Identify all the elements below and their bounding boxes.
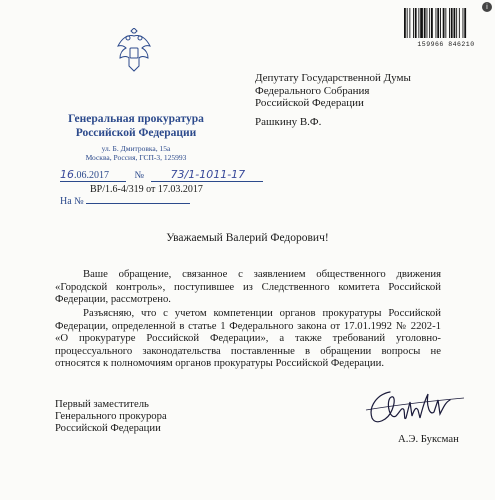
org-line-2: Российской Федерации <box>75 127 197 139</box>
signer-name: А.Э. Буксман <box>398 433 459 445</box>
org-line-1: Генеральная прокуратура <box>68 113 204 125</box>
barcode-number: 159966 846210 <box>417 41 475 48</box>
recipient-block <box>255 72 411 110</box>
barcode <box>404 8 488 38</box>
in-reply-line <box>60 196 190 207</box>
paragraph-1: Ваше обращение, связанное с заявлением общественного движения «Городской контроль», поступившее из Следственного комитета Российской Федерации, рассмотрено. <box>55 268 441 305</box>
salutation: Уважаемый Валерий Федорович! <box>166 232 329 244</box>
recipient-line-3: Российской Федерации <box>255 97 364 109</box>
address-line-1: ул. Б. Дмитровка, 15а <box>101 144 171 153</box>
reference-text: ВР/1.6-4/319 от 17.03.2017 <box>90 184 203 195</box>
recipient-name: Рашкину В.Ф. <box>255 116 322 128</box>
recipient-line-1: Депутату Государственной Думы <box>255 72 411 84</box>
signer-title-line-2: Генерального прокурора <box>55 410 167 422</box>
organization-name <box>66 112 206 140</box>
date-number-line <box>60 168 263 182</box>
address-line-2: Москва, Россия, ГСП-3, 125993 <box>85 153 187 162</box>
in-reply-label: На № <box>60 196 84 207</box>
signer-title-line-1: Первый заместитель <box>55 398 149 410</box>
handwritten-signature <box>360 380 470 430</box>
date-rest: .06.2017 <box>74 170 109 181</box>
info-icon[interactable]: i <box>482 2 492 12</box>
reference-line <box>90 184 203 195</box>
number-sign: № <box>134 170 145 181</box>
recipient-line-2: Федерального Собрания <box>255 84 370 97</box>
date-day: 16 <box>60 168 74 181</box>
organization-address <box>66 144 206 162</box>
paragraph-2: Разъясняю, что с учетом компетенции органов прокуратуры Российской Федерации, определенной в статье 1 Федерального закона от 17.01.1992 № 2202-1 «О прокуратуре Российской Федерации», а также требований уголовно-процессуального законодательства поставленные в обращении вопросы не относятся к полномочиям органов прокуратуры Российской Федерации. <box>55 307 441 369</box>
registration-number: 73/1-1011-17 <box>170 168 246 181</box>
signer-title-line-3: Российской Федерации <box>55 422 161 434</box>
signer-title <box>55 398 167 434</box>
coat-of-arms-icon <box>114 28 154 74</box>
